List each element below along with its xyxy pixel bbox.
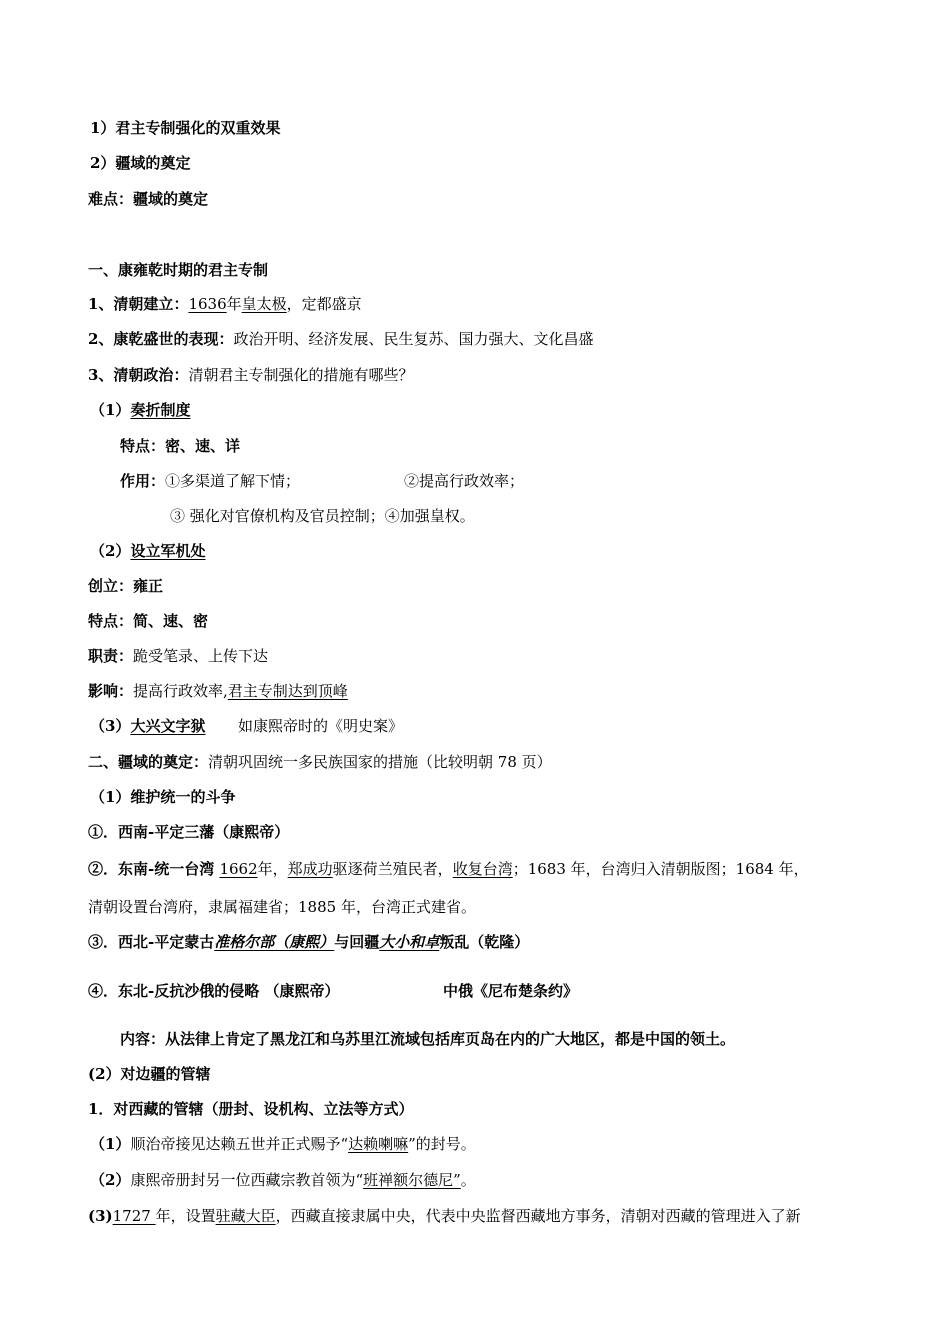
part2-title: (2）对边疆的管辖 <box>88 1065 211 1083</box>
item1-rest: ，定都盛京 <box>286 295 362 313</box>
southeast-line <box>88 859 809 879</box>
sub2-title: 设立军机处 <box>130 542 206 560</box>
sub1-line <box>90 400 190 420</box>
tibet-item2-a: 康熙帝册封另一位西藏宗教首领为“ <box>130 1171 364 1189</box>
sub1-title: 奏折制度 <box>130 401 191 419</box>
sub2-duty-value: 跪受笔录、上传下达 <box>133 647 269 665</box>
northwest-mid: 与回疆 <box>334 933 380 951</box>
item3-line <box>88 365 413 385</box>
tibet-item2-title: 班禅额尔德尼” <box>363 1171 461 1189</box>
item2-label: 2、康乾盛世的表现： <box>88 330 234 348</box>
southeast-label: ②．东南-统一台湾 <box>88 860 220 878</box>
difficulty-value: 疆域的奠定 <box>133 190 209 208</box>
tibet-item1-a: 顺治帝接见达赖五世并正式赐予“ <box>130 1135 349 1153</box>
tibet-item2 <box>90 1170 476 1190</box>
part1-title: （1）维护统一的斗争 <box>90 788 236 806</box>
sub1-effect-line <box>120 471 300 491</box>
sub1-effect-c: ③ 强化对官僚机构及官员控制；④加强皇权。 <box>170 507 475 525</box>
sub3-title: 大兴文字狱 <box>130 717 206 735</box>
item1-year: 1636 <box>188 295 227 313</box>
sub3-line <box>90 716 205 736</box>
tibet-item3-b: ，西藏直接隶属中央，代表中央监督西藏地方事务，清朝对西藏的管理进入了新 <box>275 1207 801 1225</box>
sub2-impact-a: 提高行政效率, <box>133 682 228 700</box>
item1-year-suffix: 年 <box>226 295 242 313</box>
sub1-prefix: （1） <box>90 401 131 419</box>
southeast-line-2: 清朝设置台湾府，隶属福建省；1885 年，台湾正式建省。 <box>88 898 476 916</box>
tibet-item3-a: 年，设置 <box>155 1207 216 1225</box>
tibet-title: 1．对西藏的管辖（册封、设机构、立法等方式） <box>88 1100 414 1118</box>
sub2-prefix: （2） <box>90 542 131 560</box>
sub1-feature: 特点：密、速、详 <box>120 437 241 455</box>
section1-title: 一、康雍乾时期的君主专制 <box>88 261 269 279</box>
sub2-impact-label: 影响： <box>88 682 134 700</box>
key-point-2: 2）疆域的奠定 <box>90 154 191 172</box>
sub2-line <box>90 541 205 561</box>
sub2-impact-line <box>88 681 348 701</box>
tibet-item2-b: 。 <box>460 1171 476 1189</box>
southeast-mid: 驱逐荷兰殖民者， <box>332 860 453 878</box>
southwest-line: ①．西南-平定三藩（康熙帝） <box>88 823 290 841</box>
southeast-year-suffix: 年， <box>257 860 288 878</box>
tibet-item1-prefix: （1） <box>90 1135 131 1153</box>
sub2-feature: 特点：简、速、密 <box>88 612 209 630</box>
item1-label: 1、清朝建立： <box>88 295 189 313</box>
difficulty-label: 难点： <box>88 190 134 208</box>
northwest-b: 大小和卓 <box>379 933 440 951</box>
sub2-duty-line <box>88 646 268 666</box>
difficulty-line <box>88 189 208 209</box>
section2-title: 二、疆域的奠定： <box>88 753 209 771</box>
tibet-item1-title: 达赖喇嘛 <box>348 1135 409 1153</box>
section2-title-line <box>88 752 552 772</box>
section2-title-rest: 清朝巩固统一多民族国家的措施（比较明朝 78 页） <box>208 753 552 771</box>
tibet-item3-office: 驻藏大臣 <box>215 1207 276 1225</box>
sub2-impact-b: 君主专制达到顶峰 <box>227 682 348 700</box>
tibet-item3-prefix: (3) <box>88 1207 113 1225</box>
sub1-effect-label: 作用： <box>120 472 166 490</box>
sub3-example: 如康熙帝时的《明史案》 <box>238 717 404 735</box>
southeast-recover: 收复台湾 <box>452 860 513 878</box>
item1-line <box>88 294 362 314</box>
northwest-a: 准格尔部（康熙） <box>214 933 335 951</box>
northeast-treaty: 中俄《尼布楚条约》 <box>443 982 579 1000</box>
item3-value: 清朝君主专制强化的措施有哪些？ <box>188 366 414 384</box>
northeast-line: ④．东北-反抗沙俄的侵略 （康熙帝） <box>88 982 340 1000</box>
item2-line <box>88 329 593 349</box>
tibet-item2-prefix: （2） <box>90 1171 131 1189</box>
tibet-item3 <box>88 1206 801 1226</box>
southeast-rest: ；1683 年，台湾归入清朝版图；1684 年， <box>512 860 809 878</box>
tibet-item1 <box>90 1134 476 1154</box>
northwest-line <box>88 932 529 952</box>
sub2-duty-label: 职责： <box>88 647 134 665</box>
northeast-content: 内容：从法律上肯定了黑龙江和乌苏里江流域包括库页岛在内的广大地区，都是中国的领土。 <box>120 1030 736 1048</box>
southeast-person: 郑成功 <box>287 860 333 878</box>
southeast-year: 1662 <box>219 860 258 878</box>
tibet-item1-b: ”的封号。 <box>408 1135 476 1153</box>
northwest-rest: 叛乱（乾隆） <box>439 933 530 951</box>
item2-value: 政治开明、经济发展、民生复苏、国力强大、文化昌盛 <box>233 330 594 348</box>
sub1-effect-b: ②提高行政效率； <box>404 472 525 490</box>
northwest-label: ③．西北-平定蒙古 <box>88 933 215 951</box>
item1-person: 皇太极 <box>241 295 287 313</box>
sub1-effect-a: ①多渠道了解下情； <box>165 472 301 490</box>
tibet-item3-year: 1727 <box>112 1207 156 1225</box>
key-point-1: 1）君主专制强化的双重效果 <box>90 119 281 137</box>
sub3-prefix: （3） <box>90 717 131 735</box>
item3-label: 3、清朝政治： <box>88 366 189 384</box>
sub2-founded: 创立：雍正 <box>88 577 164 595</box>
